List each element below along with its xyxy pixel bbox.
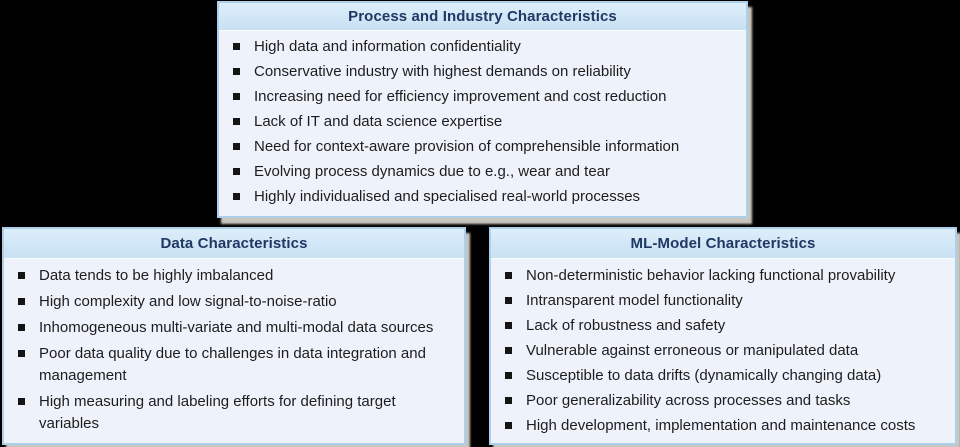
process-characteristics-list [219, 31, 746, 207]
list-item-text: Intransparent model functionality [526, 292, 743, 309]
list-item-text: Evolving process dynamics due to e.g., wear and tear [254, 163, 611, 180]
square-bullet-icon [18, 272, 25, 279]
square-bullet-icon [505, 322, 512, 329]
list-item-text: High development, implementation and maintenance costs [526, 417, 916, 434]
square-bullet-icon [18, 298, 25, 305]
square-bullet-icon [18, 350, 25, 357]
panel-title: Data Characteristics [4, 229, 464, 259]
square-bullet-icon [18, 398, 25, 405]
list-item [4, 317, 458, 339]
square-bullet-icon [505, 422, 512, 429]
square-bullet-icon [233, 118, 240, 125]
list-item [491, 340, 949, 361]
list-item [219, 161, 740, 182]
square-bullet-icon [505, 272, 512, 279]
square-bullet-icon [505, 347, 512, 354]
panel-title: Process and Industry Characteristics [219, 3, 746, 31]
square-bullet-icon [505, 297, 512, 304]
list-item [4, 265, 458, 287]
list-item [491, 415, 949, 436]
list-item [219, 186, 740, 207]
square-bullet-icon [233, 43, 240, 50]
list-item [491, 265, 949, 286]
list-item-text: Need for context-aware provision of comprehensible information [254, 138, 680, 155]
list-item [4, 291, 458, 313]
list-item-text: Poor data quality due to challenges in data integration and management [39, 345, 426, 384]
ml-model-characteristics-list [491, 259, 955, 436]
list-item [219, 36, 740, 57]
list-item [491, 315, 949, 336]
list-item [219, 136, 740, 157]
list-item-text: Conservative industry with highest demands on reliability [254, 63, 631, 80]
list-item [4, 391, 458, 435]
panel-title: ML-Model Characteristics [491, 229, 955, 259]
list-item-text: Lack of IT and data science expertise [254, 113, 503, 130]
list-item [491, 365, 949, 386]
square-bullet-icon [505, 372, 512, 379]
list-item-text: Non-deterministic behavior lacking functional provability [526, 267, 896, 284]
panel-ml-model-characteristics [489, 227, 957, 445]
list-item [491, 290, 949, 311]
list-item-text: Inhomogeneous multi-variate and multi-modal data sources [39, 319, 434, 336]
panel-data-characteristics [2, 227, 466, 445]
list-item-text: Susceptible to data drifts (dynamically changing data) [526, 367, 882, 384]
list-item [4, 343, 458, 387]
data-characteristics-list [4, 259, 464, 435]
list-item [219, 86, 740, 107]
square-bullet-icon [233, 143, 240, 150]
list-item-text: Data tends to be highly imbalanced [39, 267, 274, 284]
list-item-text: Increasing need for efficiency improvement and cost reduction [254, 88, 667, 105]
list-item-text: High measuring and labeling efforts for defining target variables [39, 393, 396, 432]
list-item [219, 111, 740, 132]
square-bullet-icon [233, 193, 240, 200]
list-item [219, 61, 740, 82]
list-item-text: Poor generalizability across processes and tasks [526, 392, 851, 409]
list-item-text: Lack of robustness and safety [526, 317, 726, 334]
list-item-text: Highly individualised and specialised real-world processes [254, 188, 641, 205]
square-bullet-icon [18, 324, 25, 331]
list-item-text: High data and information confidentiality [254, 38, 521, 55]
list-item-text: Vulnerable against erroneous or manipulated data [526, 342, 859, 359]
square-bullet-icon [233, 68, 240, 75]
panel-process-industry-characteristics [217, 1, 748, 218]
list-item-text: High complexity and low signal-to-noise-ratio [39, 293, 337, 310]
list-item [491, 390, 949, 411]
square-bullet-icon [505, 397, 512, 404]
square-bullet-icon [233, 168, 240, 175]
square-bullet-icon [233, 93, 240, 100]
